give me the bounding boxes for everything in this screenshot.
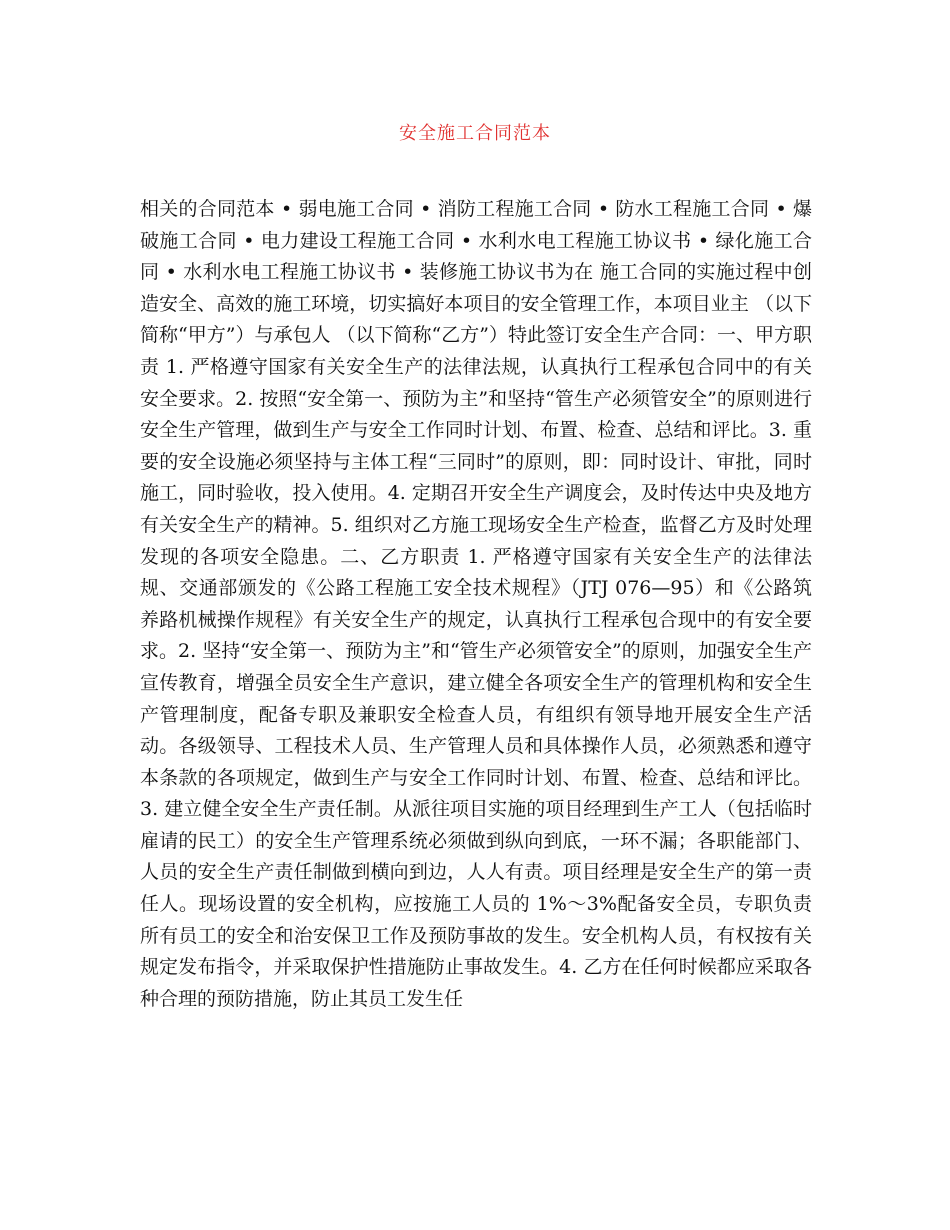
document-body-text: 相关的合同范本 • 弱电施工合同 • 消防工程施工合同 • 防水工程施工合同 • 爆破施工合同 • 电力建设工程施工合同 • 水利水电工程施工协议书 • 绿化施工合同 • 水利水电工程施工协议书 • 装修施工协议书为在 施工合同的实施过程中创造安全、高效的施工环境，切实搞好本项目的安全管理工作，本项目业主 （以下简称“甲方”）与承包人 （以下简称“乙方”）特此签订安全生产合同：一、甲方职责 1. 严格遵守国家有关安全生产的法律法规，认真执行工程承包合同中的有关安全要求。2. 按照“安全第一、预防为主”和坚持“管生产必须管安全”的原则进行安全生产管理，做到生产与安全工作同时计划、布置、检查、总结和评比。3. 重要的安全设施必须坚持与主体工程“三同时”的原则，即：同时设计、审批，同时施工，同时验收，投入使用。4. 定期召开安全生产调度会，及时传达中央及地方有关安全生产的精神。5. 组织对乙方施工现场安全生产检查，监督乙方及时处理发现的各项安全隐患。二、乙方职责 1. 严格遵守国家有关安全生产的法律法规、交通部颁发的《公路工程施工安全技术规程》（JTJ 076—95）和《公路筑养路机械操作规程》有关安全生产的规定，认真执行工程承包合现中的有安全要求。2. 坚持“安全第一、预防为主”和“管生产必须管安全”的原则，加强安全生产宣传教育，增强全员安全生产意识，建立健全各项安全生产的管理机构和安全生产管理制度，配备专职及兼职安全检查人员，有组织有领导地开展安全生产活动。各级领导、工程技术人员、生产管理人员和具体操作人员，必须熟悉和遵守本条款的各项规定，做到生产与安全工作同时计划、布置、检查、总结和评比。3. 建立健全安全生产责任制。从派往项目实施的项目经理到生产工人（包括临时雇请的民工）的安全生产管理系统必须做到纵向到底，一环不漏；各职能部门、人员的安全生产责任制做到横向到边，人人有责。项目经理是安全生产的第一责任人。现场设置的安全机构，应按施工人员的 1%～3%配备安全员，专职负责所有员工的安全和治安保卫工作及预防事故的发生。安全机构人员，有权按有关规定发布指令，并采取保护性措施防止事故发生。4. 乙方在任何时候都应采取各种合理的预防措施，防止其员工发生任 bbox=[140, 198, 812, 1010]
document-title: 安全施工合同范本 bbox=[399, 123, 551, 144]
